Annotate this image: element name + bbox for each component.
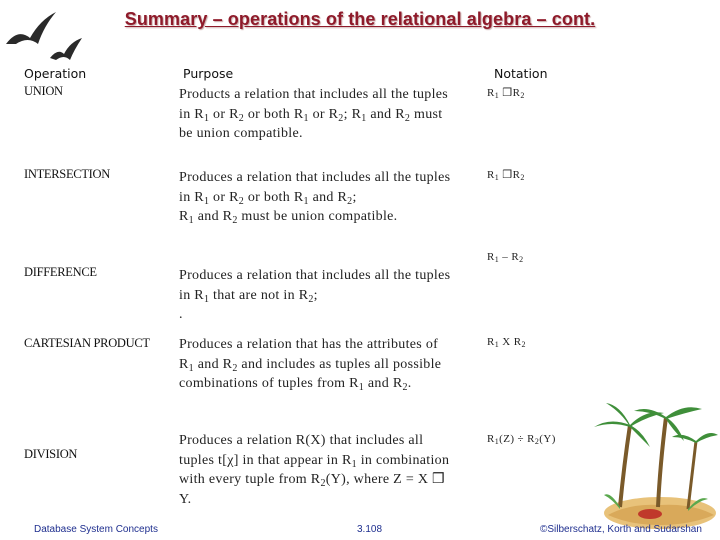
notation-union: $R_1$ $❒R_2$ [487, 87, 525, 100]
purpose-division [179, 431, 479, 509]
purpose-line: $R_1$ and $R_2$ and includes as tuples all possible [179, 356, 442, 374]
purpose-line: in $R_1$ that are not in $R_2$; [179, 287, 318, 305]
operation-intersection: INTERSECTION [24, 167, 110, 181]
purpose-line: . [179, 307, 183, 322]
purpose-line: in $R_1$ or $R_2$ or both $R_1$ or $R_2$; $R_1$ and $R_2$ must [179, 106, 443, 124]
purpose-intersection [179, 168, 479, 227]
notation-intersection: $R_1$ $❒R_2$ [487, 169, 525, 182]
purpose-line: Produces a relation that includes all the tuples [179, 268, 451, 283]
purpose-line: Products a relation that includes all the tuples [179, 87, 449, 102]
purpose-line: with every tuple from $R_2(Y)$, where Z = X ❒ [179, 472, 445, 489]
purpose-line: Produces a relation R(X) that includes all [179, 433, 424, 448]
operation-difference: DIFFERENCE [24, 265, 97, 279]
purpose-union [179, 85, 479, 144]
operation-division: DIVISION [24, 447, 78, 461]
page-title: Summary – operations of the relational algebra – cont. [124, 9, 596, 29]
purpose-line: in $R_1$ or $R_2$ or both $R_1$ and $R_2$; [179, 189, 357, 207]
purpose-header: Purpose [183, 66, 234, 81]
purpose-line: Produces a relation that has the attributes of [179, 337, 439, 352]
purpose-line: Y. [179, 491, 192, 507]
notation-division: $R_1(Z) \div R_2(Y)$ [487, 433, 556, 446]
operation-header: Operation [24, 66, 87, 81]
purpose-line: tuples t[χ] in that appear in $R_1$ in combination [179, 452, 450, 470]
operation-cartesian-product: CARTESIAN PRODUCT [24, 336, 150, 350]
purpose-line: $R_1$ and $R_2$ must be union compatible. [179, 209, 398, 226]
footer-page-number: 3.108 [357, 524, 383, 535]
purpose-difference [179, 266, 479, 325]
purpose-line: be union compatible. [179, 126, 303, 141]
notation-difference: $R_1 - R_2$ [487, 251, 524, 264]
palm-island-illustration-icon [580, 395, 720, 535]
purpose-line: Produces a relation that includes all the tuples [179, 170, 451, 185]
footer-copyright: ©Silberschatz, Korth and Sudarshan [540, 524, 702, 535]
footer-book-title: Database System Concepts [34, 524, 158, 535]
notation-cartesian-product: $R_1$ X $R_2$ [487, 336, 526, 349]
notation-header: Notation [494, 66, 548, 81]
purpose-cartesian-product [179, 335, 479, 394]
purpose-line: combinations of tuples from $R_1$ and $R_2$. [179, 376, 412, 393]
operation-union: UNION [24, 84, 63, 98]
